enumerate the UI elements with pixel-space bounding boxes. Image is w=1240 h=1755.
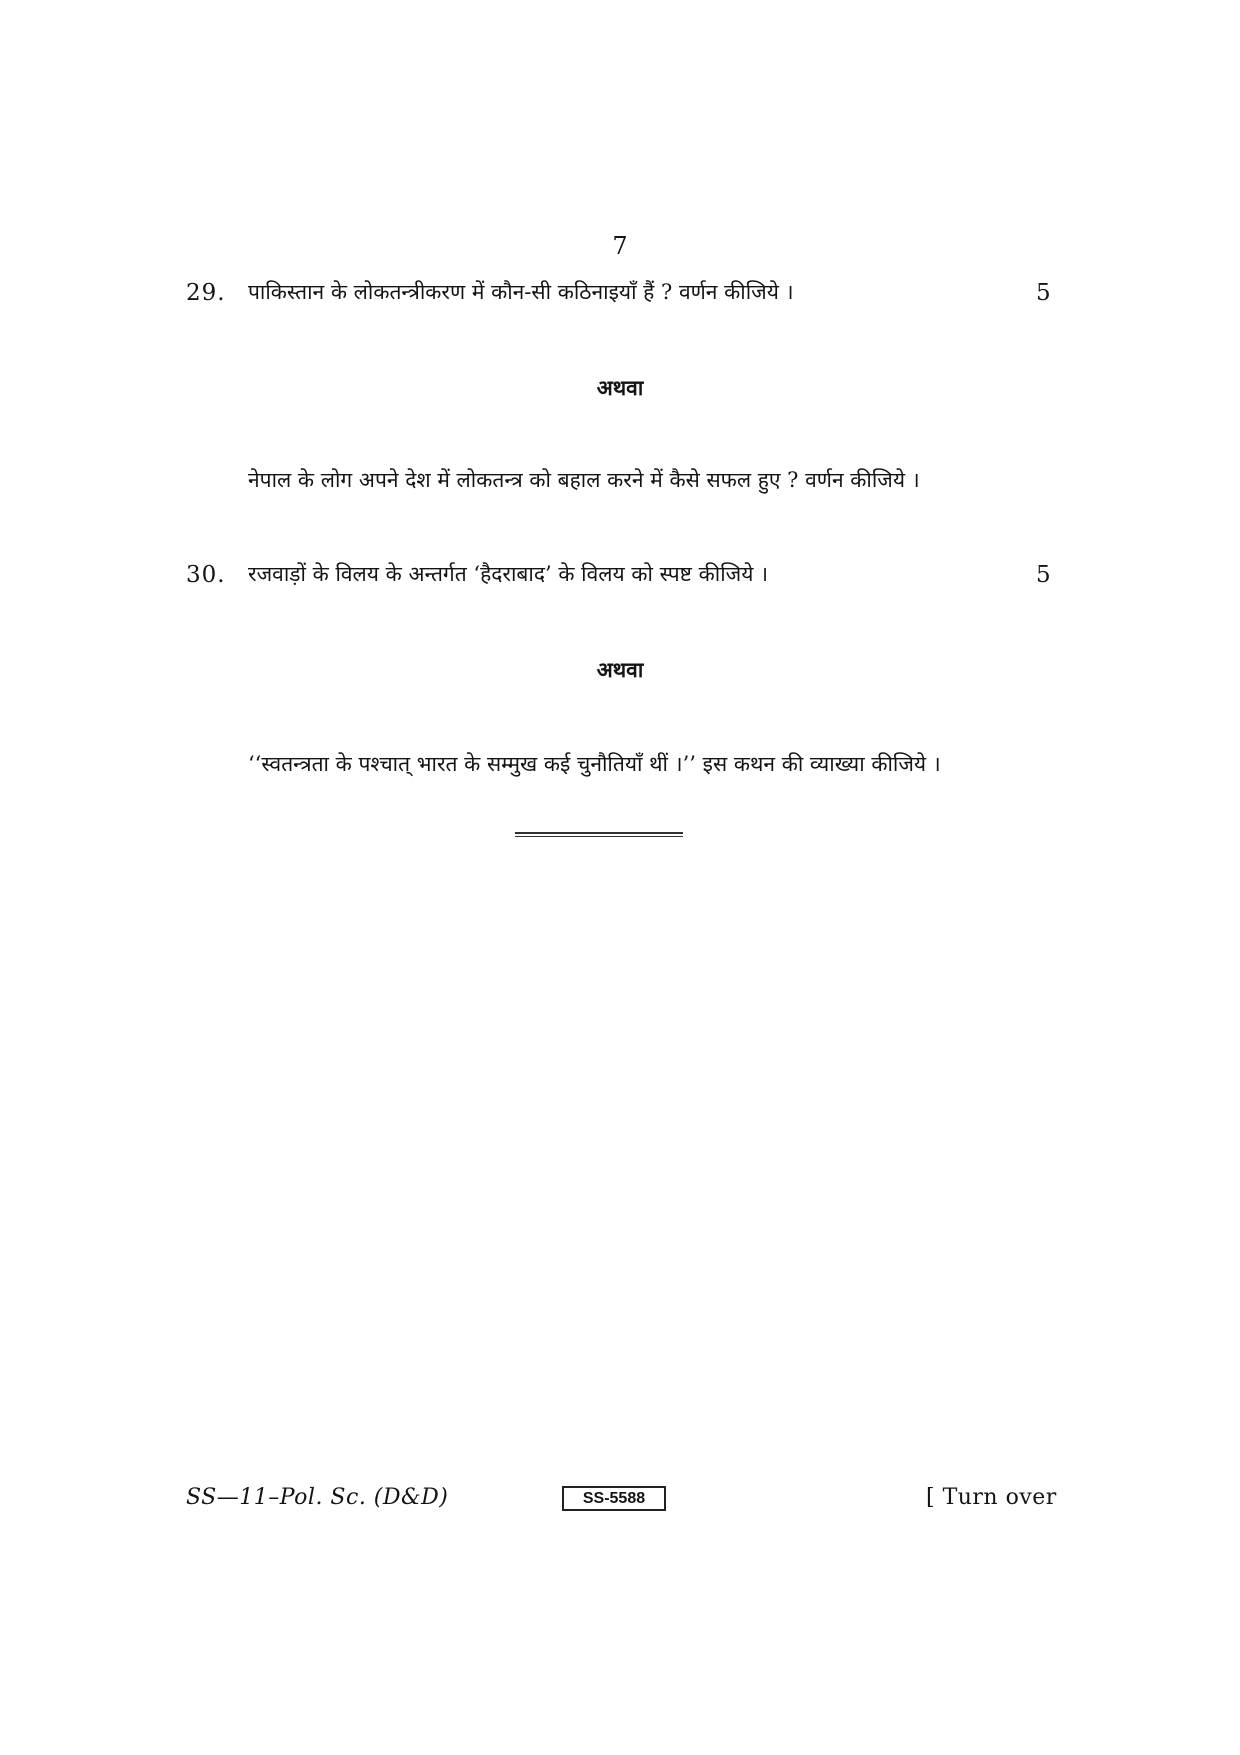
- or-heading: अथवा: [596, 657, 644, 682]
- footer-paper-code: SS—11–Pol. Sc. (D&D): [186, 1485, 449, 1510]
- end-of-questions-rule: [515, 832, 683, 837]
- footer-series-code-box: SS-5588: [562, 1486, 666, 1511]
- question-text: पाकिस्तान के लोकतन्त्रीकरण में कौन-सी कठिनाइयाँ हैं ? वर्णन कीजिये ।: [248, 280, 794, 304]
- question-text: रजवाड़ों के विलय के अन्तर्गत ‘हैदराबाद’ के विलय को स्पष्ट कीजिये ।: [248, 562, 769, 586]
- question-marks: 5: [1036, 562, 1051, 588]
- question-marks: 5: [1036, 280, 1051, 306]
- alternative-question-text: नेपाल के लोग अपने देश में लोकतन्त्र को बहाल करने में कैसे सफल हुए ? वर्णन कीजिये ।: [248, 468, 920, 492]
- page-number: 7: [612, 232, 628, 260]
- question-number: 30.: [186, 562, 226, 588]
- alternative-question-text: ‘‘स्वतन्त्रता के पश्चात् भारत के सम्मुख कई चुनौतियाँ थीं ।’’ इस कथन की व्याख्या कीजिये ।: [248, 752, 941, 776]
- footer-turn-over: [ Turn over: [926, 1485, 1057, 1510]
- or-heading: अथवा: [596, 375, 644, 400]
- question-number: 29.: [186, 280, 226, 306]
